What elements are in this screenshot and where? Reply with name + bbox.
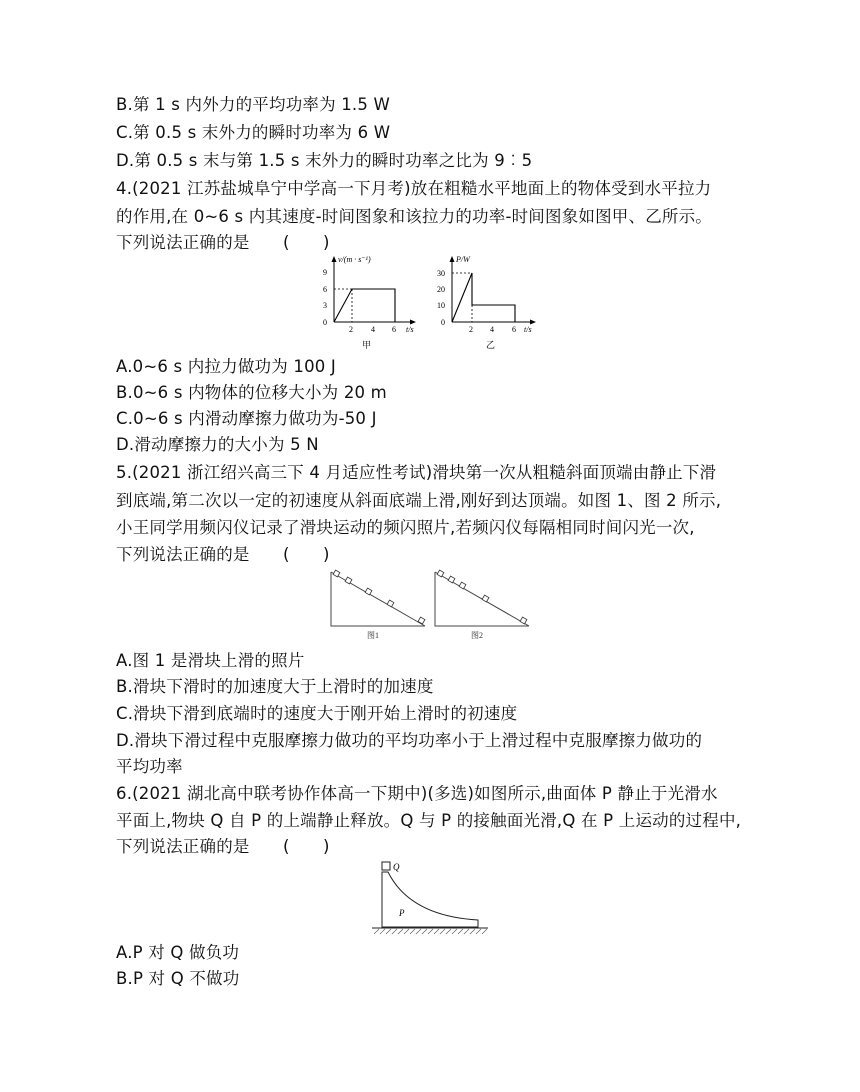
q6-stem-line2: 平面上,物块 Q 自 P 的上端静止释放。Q 与 P 的接触面光滑,Q 在 P 上运动的过程中, [116,811,742,830]
tick-label: 6 [512,325,516,334]
q5-option-b: B.滑块下滑时的加速度大于上滑时的加速度 [116,677,434,696]
tick-label: 2 [349,325,353,334]
figure-2-caption: 图2 [471,631,483,640]
tick-label: 0 [323,318,327,327]
velocity-time-graph [323,255,416,350]
q4-stem-line2: 的作用,在 0~6 s 内其速度-时间图象和该拉力的功率-时间图象如图甲、乙所示。 [116,207,713,226]
t-axis-label-left: t/s [406,325,414,334]
q6-stem-line3: 下列说法正确的是 ( ) [116,837,330,856]
q4-stem-line3: 下列说法正确的是 ( ) [116,233,330,252]
tick-label: 6 [392,325,396,334]
q4-stem-line1: 4.(2021 江苏盐城阜宁中学高一下月考)放在粗糙水平地面上的物体受到水平拉力 [116,179,712,198]
tick-label: 0 [441,318,445,327]
power-time-graph [437,255,536,350]
tick-label: 9 [323,268,327,277]
q5-option-d-line1: D.滑块下滑过程中克服摩擦力做功的平均功率小于上滑过程中克服摩擦力做功的 [116,731,703,750]
q5-option-c: C.滑块下滑到底端时的速度大于刚开始上滑时的初速度 [116,704,518,723]
label-q: Q [393,862,400,872]
q4-figure [310,252,550,352]
p-axis-label: P/W [456,255,470,264]
q3-option-c: C.第 0.5 s 末外力的瞬时功率为 6 W [116,123,391,142]
tick-label: 6 [323,285,327,294]
q3-option-d: D.第 0.5 s 末与第 1.5 s 末外力的瞬时功率之比为 9︰5 [116,151,533,170]
caption-yi: 乙 [486,340,496,350]
q4-option-a: A.0~6 s 内拉力做功为 100 J [116,357,336,376]
caption-jia: 甲 [362,340,372,350]
q5-figure [325,566,535,642]
tick-label: 3 [323,301,327,310]
q5-stem-line3: 小王同学用频闪仪记录了滑块运动的频闪照片,若频闪仪每隔相同时间闪光一次, [116,518,695,537]
tick-label: 2 [469,325,473,334]
q6-option-a: A.P 对 Q 做负功 [116,943,240,962]
q5-stem-line2: 到底端,第二次以一定的初速度从斜面底端上滑,刚好到达顶端。如图 1、图 2 所示, [116,491,722,510]
q4-option-d: D.滑动摩擦力的大小为 5 N [116,435,319,454]
v-axis-label: v/(m · s⁻¹) [338,255,371,264]
q4-option-c: C.0~6 s 内滑动摩擦力做功为-50 J [116,409,377,428]
incline-figure-2 [435,570,529,640]
q5-option-d-line2: 平均功率 [116,757,183,776]
incline-figure-1 [331,570,425,640]
q4-option-b: B.0~6 s 内物体的位移大小为 20 m [116,383,387,402]
q6-figure [370,856,490,938]
q5-stem-line1: 5.(2021 浙江绍兴高三下 4 月适应性考试)滑块第一次从粗糙斜面顶端由静止下滑 [116,463,717,482]
figure-1-caption: 图1 [367,631,379,640]
tick-label: 20 [437,285,445,294]
label-p: P [399,908,405,918]
t-axis-label-right: t/s [524,325,532,334]
q6-option-b: B.P 对 Q 不做功 [116,969,240,988]
q5-option-a: A.图 1 是滑块上滑的照片 [116,651,305,670]
tick-label: 4 [371,325,375,334]
tick-label: 4 [490,325,494,334]
q3-option-b: B.第 1 s 内外力的平均功率为 1.5 W [116,95,391,114]
q5-stem-line4: 下列说法正确的是 ( ) [116,545,330,564]
tick-label: 30 [437,269,445,278]
tick-label: 10 [437,301,445,310]
q6-stem-line1: 6.(2021 湖北高中联考协作体高一下期中)(多选)如图所示,曲面体 P 静止于光滑水 [116,784,718,803]
